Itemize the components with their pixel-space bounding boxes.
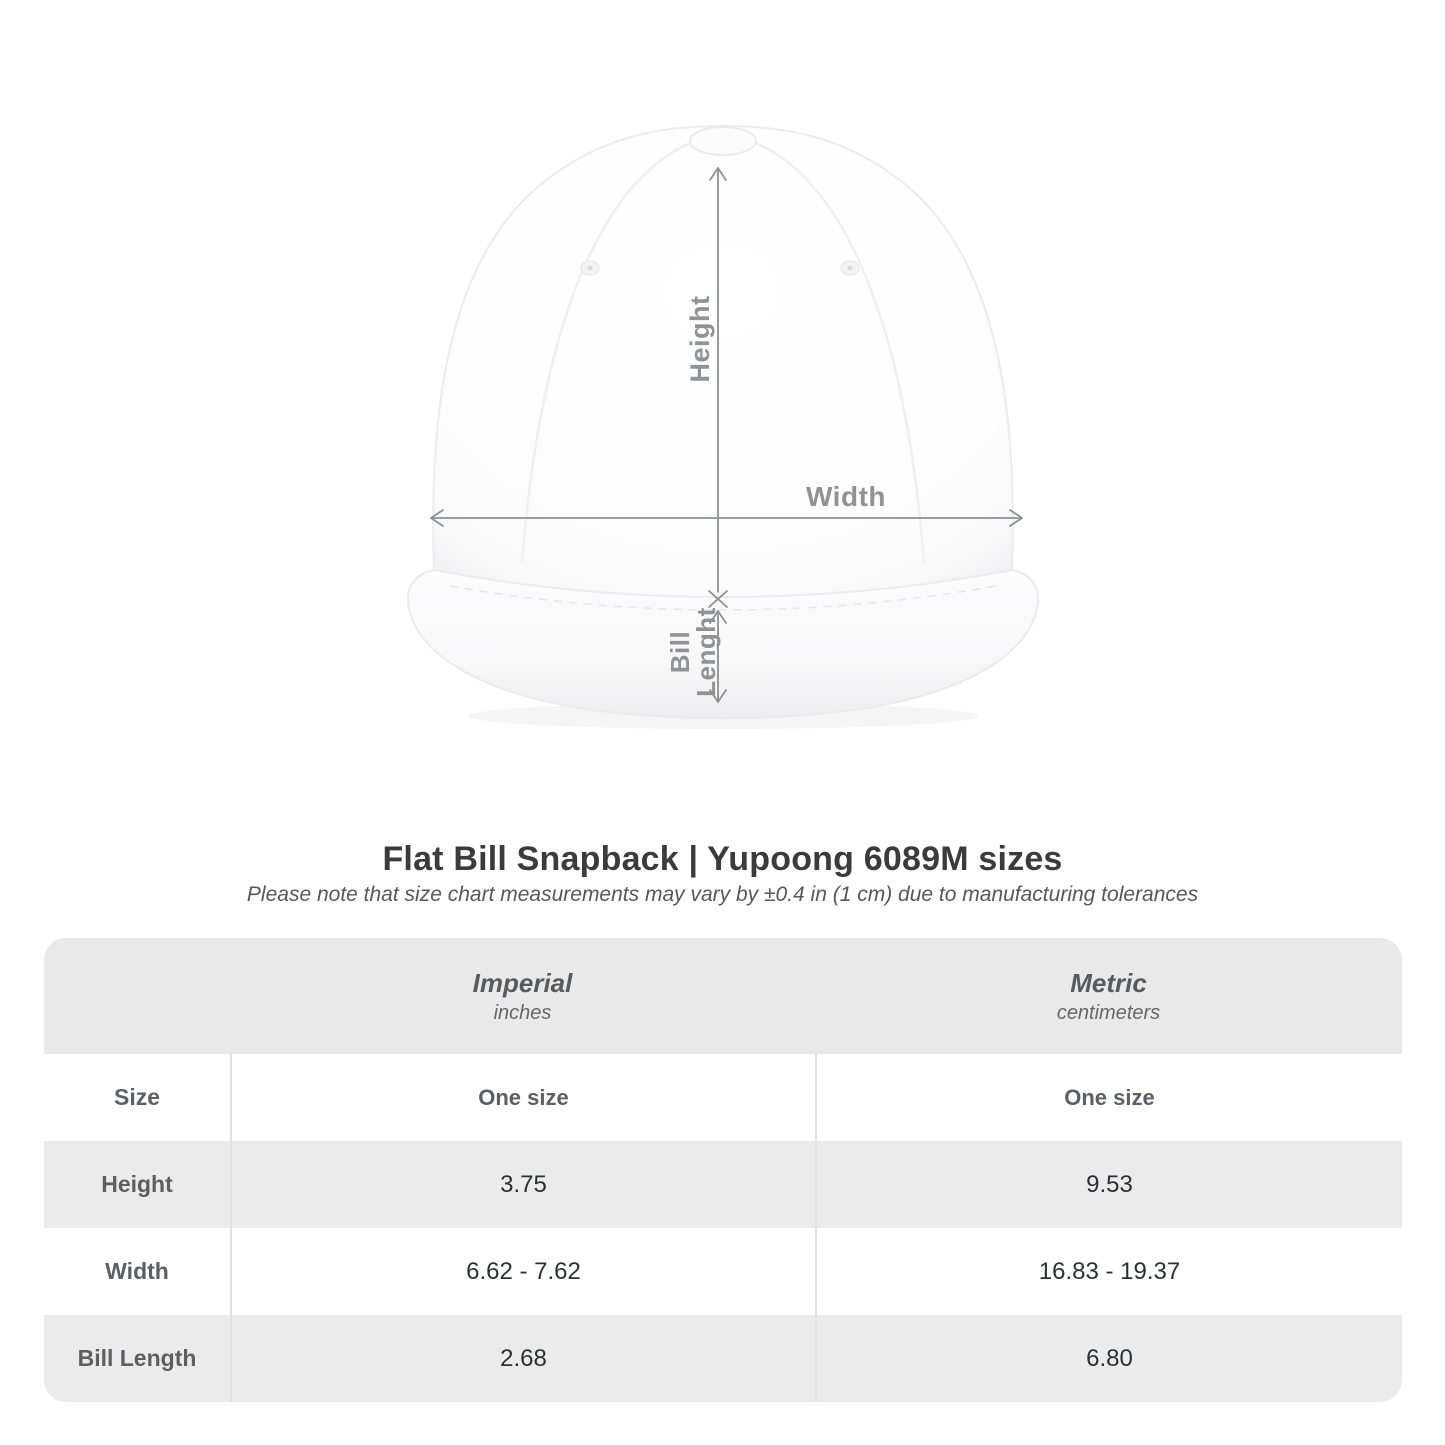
- metric-value-cell: [815, 1228, 1402, 1315]
- header-spacer-cell: [44, 938, 230, 1054]
- bill-length-dimension-label-line2: Lenght: [691, 607, 721, 697]
- bill-length-dimension-label-line1: Bill: [665, 630, 695, 674]
- crown-button: [690, 127, 756, 155]
- imperial-column-unit: inches: [493, 1001, 552, 1024]
- metric-column-unit: centimeters: [1056, 1001, 1161, 1024]
- imperial-value: 2.68: [500, 1344, 547, 1372]
- metric-value-cell: [815, 1141, 1402, 1228]
- tolerance-note: Please note that size chart measurements may vary by ±0.4 in (1 cm) due to manufacturing tolerances: [246, 883, 1199, 906]
- imperial-value: 3.75: [500, 1170, 547, 1198]
- table-row-height: [44, 1141, 1402, 1228]
- header-metric-cell: [815, 938, 1402, 1054]
- imperial-value-cell: [230, 1228, 815, 1315]
- size-table: [44, 938, 1402, 1402]
- width-dimension-label: Width: [806, 481, 886, 512]
- metric-value: 9.53: [1086, 1170, 1133, 1198]
- imperial-value: 6.62 - 7.62: [466, 1257, 581, 1285]
- eyelet-right: [841, 261, 859, 275]
- imperial-value-cell: [230, 1141, 815, 1228]
- table-row-bill-length: [44, 1315, 1402, 1402]
- metric-value: One size: [1064, 1084, 1155, 1110]
- size-table-header: [44, 938, 1402, 1054]
- eyelet-left: [581, 261, 599, 275]
- row-label: Bill Length: [77, 1345, 197, 1371]
- imperial-value-cell: [230, 1315, 815, 1402]
- row-label: Width: [105, 1258, 169, 1284]
- table-row-width: [44, 1228, 1402, 1315]
- row-label: Size: [113, 1084, 161, 1110]
- hat-crown: [433, 126, 1013, 597]
- height-dimension-label: Height: [685, 295, 715, 383]
- metric-value: 6.80: [1086, 1344, 1133, 1372]
- row-label: Height: [101, 1171, 173, 1197]
- table-row-size: [44, 1054, 1402, 1141]
- header-imperial-cell: [230, 938, 815, 1054]
- imperial-value-cell: [230, 1054, 815, 1141]
- metric-value-cell: [815, 1054, 1402, 1141]
- metric-column-title: Metric: [1070, 967, 1147, 998]
- page-title: Flat Bill Snapback | Yupoong 6089M sizes: [382, 840, 1063, 878]
- metric-value-cell: [815, 1315, 1402, 1402]
- imperial-value: One size: [478, 1084, 569, 1110]
- imperial-column-title: Imperial: [472, 967, 573, 998]
- metric-value: 16.83 - 19.37: [1038, 1257, 1181, 1285]
